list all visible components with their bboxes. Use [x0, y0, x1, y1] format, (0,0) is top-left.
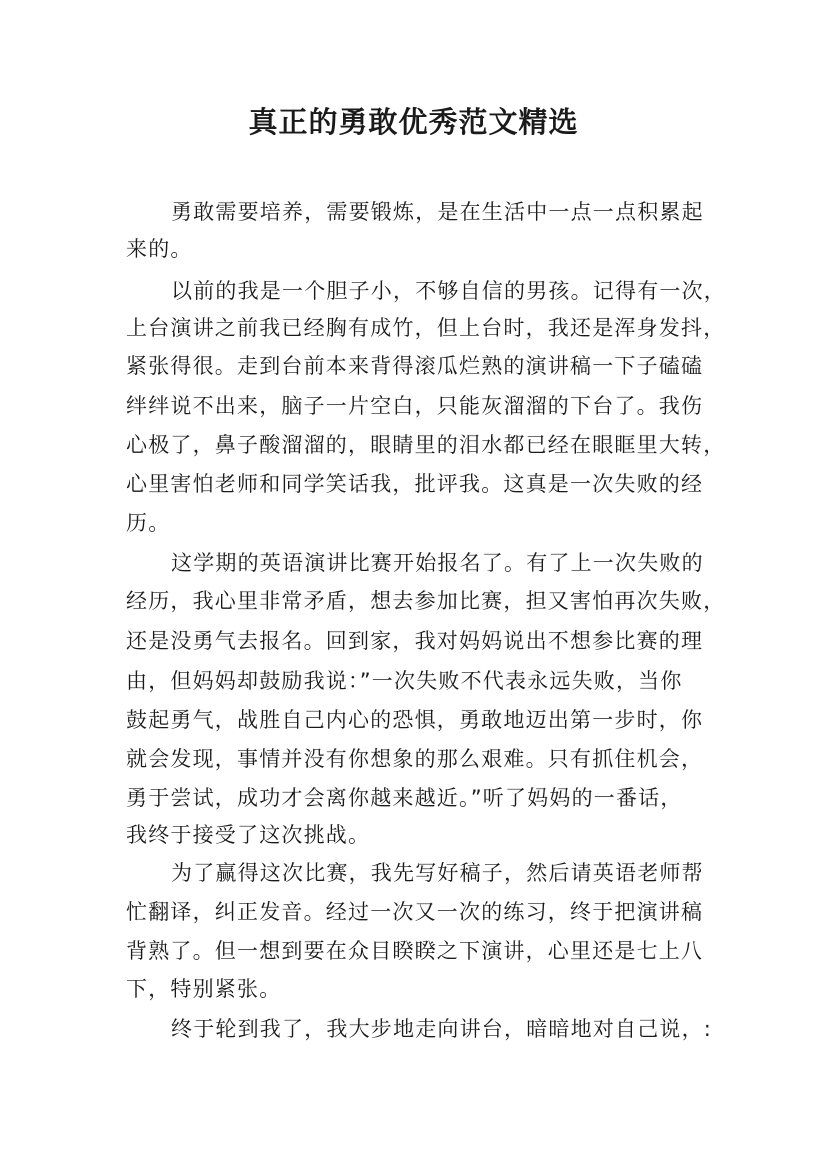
paragraph-line: 就会发现，事情并没有你想象的那么艰难。只有抓住机会，: [126, 747, 704, 771]
paragraph-line: 紧张得很。走到台前本来背得滚瓜烂熟的演讲稿一下子磕磕: [126, 354, 704, 378]
paragraph-line: 勇于尝试，成功才会离你越来越近。”听了妈妈的一番话，: [126, 786, 683, 810]
paragraph-line: 鼓起勇气，战胜自己内心的恐惧，勇敢地迈出第一步时，你: [126, 708, 704, 732]
paragraph-line: 背熟了。但一想到要在众目睽睽之下演讲，心里还是七上八: [126, 939, 704, 963]
paragraph-line: 这学期的英语演讲比赛开始报名了。有了上一次失败的: [171, 551, 704, 575]
paragraph-line: 上台演讲之前我已经胸有成竹，但上台时，我还是浑身发抖，: [126, 316, 726, 340]
paragraph-line: 历。: [126, 511, 171, 535]
paragraph-line: 经历，我心里非常矛盾，想去参加比赛，担又害怕再次失败，: [126, 589, 726, 613]
paragraph-line: 终于轮到我了，我大步地走向讲台，暗暗地对自己说，:: [171, 1017, 713, 1041]
paragraph-line: 为了赢得这次比赛，我先写好稿子，然后请英语老师帮: [171, 861, 704, 885]
paragraph-line: 下，特别紧张。: [126, 977, 282, 1001]
paragraph-line: 勇敢需要培养，需要锻炼，是在生活中一点一点积累起: [171, 200, 704, 224]
paragraph-line: 来的。: [126, 237, 193, 261]
paragraph-line: 绊绊说不出来，脑子一片空白，只能灰溜溜的下台了。我伤: [126, 394, 704, 418]
paragraph-line: 以前的我是一个胆子小，不够自信的男孩。记得有一次，: [171, 279, 726, 303]
paragraph-line: 心极了，鼻子酸溜溜的，眼睛里的泪水都已经在眼眶里大转，: [126, 433, 726, 457]
paragraph-line: 我终于接受了这次挑战。: [126, 823, 371, 847]
paragraph-line: 由，但妈妈却鼓励我说：”一次失败不代表永远失败，当你: [126, 669, 683, 693]
paragraph-line: 忙翻译，纠正发音。经过一次又一次的练习，终于把演讲稿: [126, 900, 704, 924]
paragraph-line: 还是没勇气去报名。回到家，我对妈妈说出不想参比赛的理: [126, 629, 704, 653]
paragraph-line: 心里害怕老师和同学笑话我，批评我。这真是一次失败的经: [126, 472, 704, 496]
page-title: 真正的勇敢优秀范文精选: [248, 105, 579, 139]
